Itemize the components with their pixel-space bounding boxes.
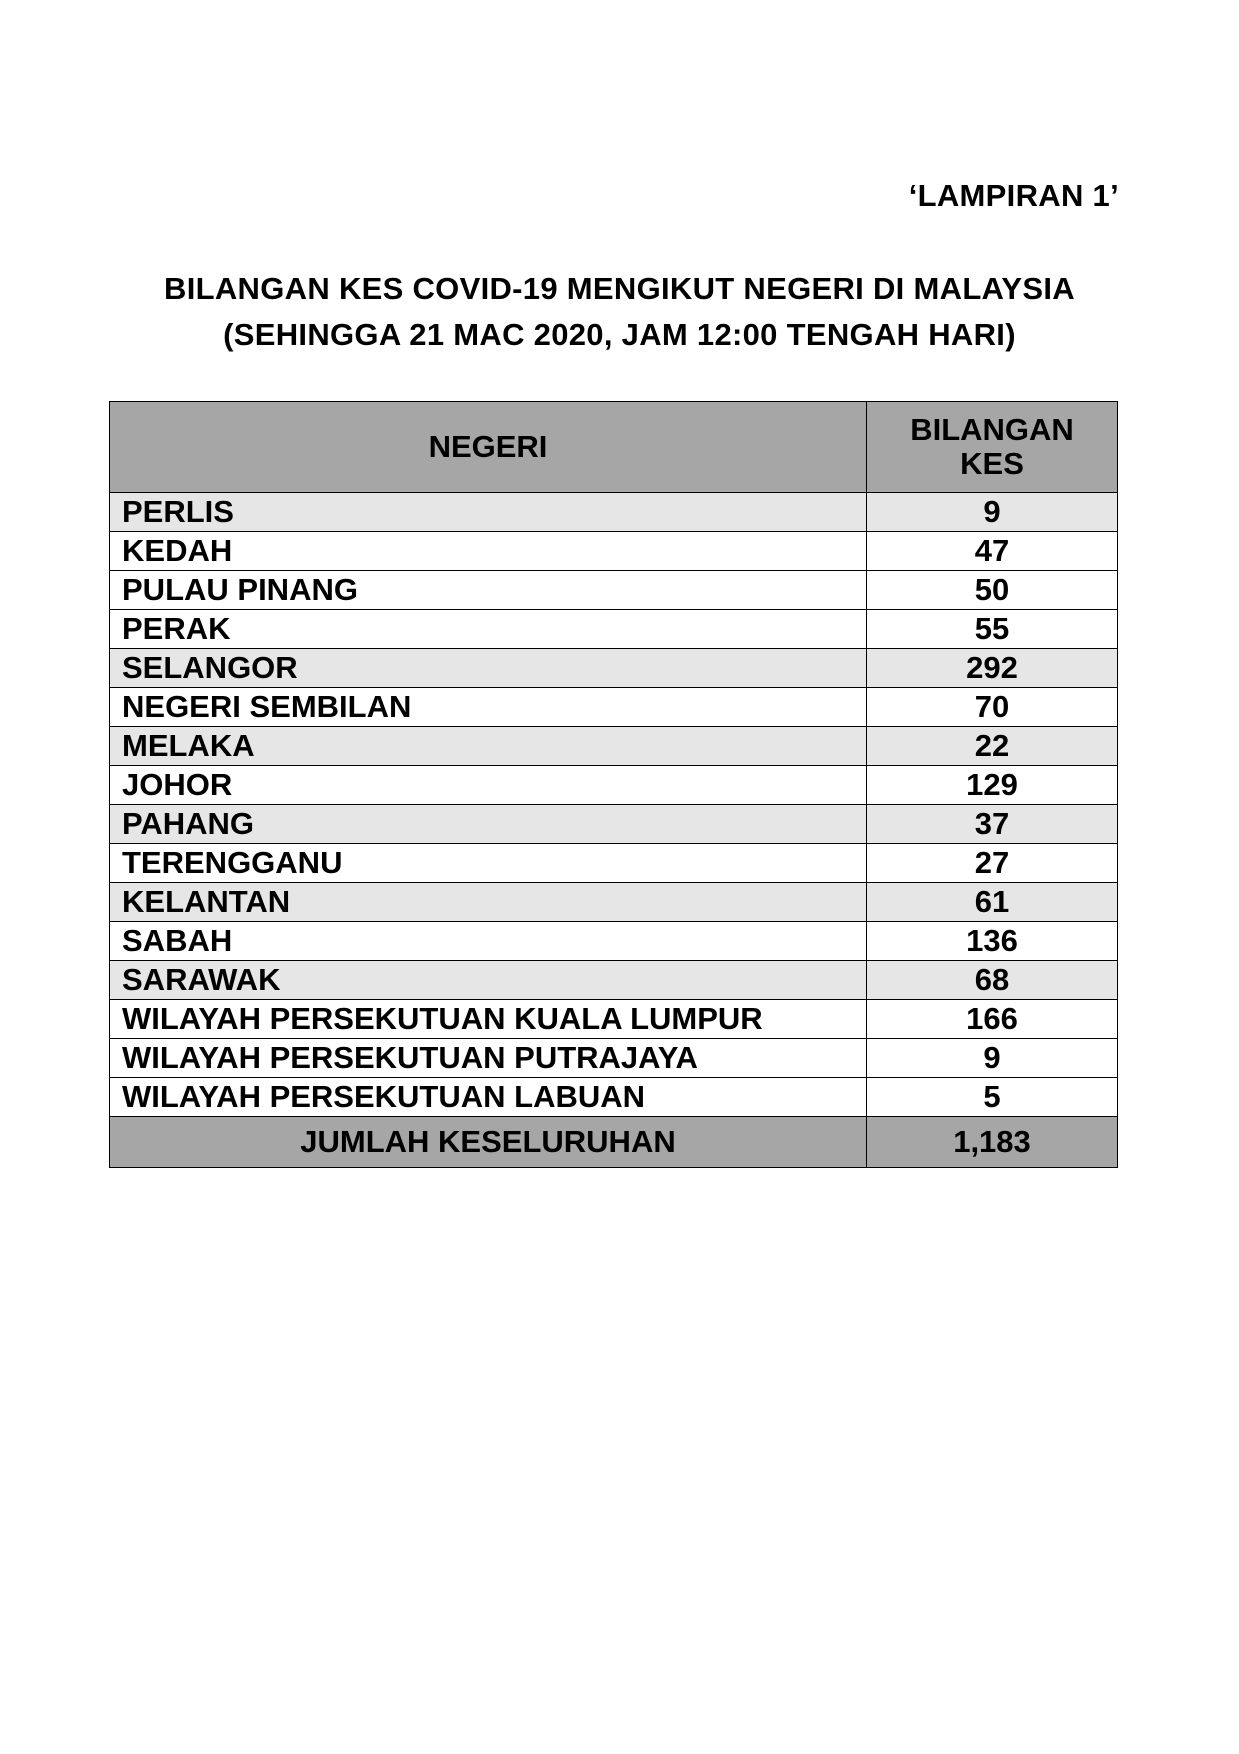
table-row bbox=[110, 922, 1118, 961]
table-row bbox=[110, 1000, 1118, 1039]
state-name: MELAKA bbox=[110, 727, 867, 766]
case-count: 9 bbox=[867, 1039, 1118, 1078]
state-name: JOHOR bbox=[110, 766, 867, 805]
state-name: SABAH bbox=[110, 922, 867, 961]
state-name: PULAU PINANG bbox=[110, 571, 867, 610]
case-count: 68 bbox=[867, 961, 1118, 1000]
state-name: KELANTAN bbox=[110, 883, 867, 922]
state-name: SELANGOR bbox=[110, 649, 867, 688]
table-row bbox=[110, 961, 1118, 1000]
case-count: 166 bbox=[867, 1000, 1118, 1039]
state-name: PERAK bbox=[110, 610, 867, 649]
table-row bbox=[110, 805, 1118, 844]
case-count: 55 bbox=[867, 610, 1118, 649]
table-row bbox=[110, 1078, 1118, 1117]
table-header-row bbox=[110, 402, 1118, 493]
case-count: 22 bbox=[867, 727, 1118, 766]
case-count: 136 bbox=[867, 922, 1118, 961]
state-name: PERLIS bbox=[110, 493, 867, 532]
case-count: 61 bbox=[867, 883, 1118, 922]
document-title bbox=[0, 266, 1239, 358]
case-count: 37 bbox=[867, 805, 1118, 844]
table-row bbox=[110, 610, 1118, 649]
table-row bbox=[110, 493, 1118, 532]
case-count: 27 bbox=[867, 844, 1118, 883]
case-count: 50 bbox=[867, 571, 1118, 610]
header-state: NEGERI bbox=[110, 402, 867, 493]
table-row bbox=[110, 844, 1118, 883]
case-count: 9 bbox=[867, 493, 1118, 532]
header-cases-line-1: BILANGAN bbox=[910, 412, 1074, 447]
state-name: KEDAH bbox=[110, 532, 867, 571]
total-label: JUMLAH KESELURUHAN bbox=[110, 1117, 867, 1168]
table-row bbox=[110, 688, 1118, 727]
case-count: 129 bbox=[867, 766, 1118, 805]
table-row bbox=[110, 883, 1118, 922]
case-count: 5 bbox=[867, 1078, 1118, 1117]
table-row bbox=[110, 571, 1118, 610]
table-row bbox=[110, 1039, 1118, 1078]
table-row bbox=[110, 727, 1118, 766]
case-count: 47 bbox=[867, 532, 1118, 571]
table-row bbox=[110, 766, 1118, 805]
title-line-1: BILANGAN KES COVID-19 MENGIKUT NEGERI DI MALAYSIA bbox=[164, 271, 1075, 306]
state-name: SARAWAK bbox=[110, 961, 867, 1000]
appendix-label: ‘LAMPIRAN 1’ bbox=[908, 178, 1119, 213]
cases-by-state-table bbox=[109, 401, 1118, 1168]
state-name: NEGERI SEMBILAN bbox=[110, 688, 867, 727]
title-line-2: (SEHINGGA 21 MAC 2020, JAM 12:00 TENGAH HARI) bbox=[223, 317, 1016, 352]
table-row bbox=[110, 532, 1118, 571]
total-row bbox=[110, 1117, 1118, 1168]
state-name: WILAYAH PERSEKUTUAN LABUAN bbox=[110, 1078, 867, 1117]
state-name: PAHANG bbox=[110, 805, 867, 844]
case-count: 70 bbox=[867, 688, 1118, 727]
state-name: TERENGGANU bbox=[110, 844, 867, 883]
state-name: WILAYAH PERSEKUTUAN KUALA LUMPUR bbox=[110, 1000, 867, 1039]
case-count: 292 bbox=[867, 649, 1118, 688]
total-value: 1,183 bbox=[867, 1117, 1118, 1168]
header-cases-line-2: KES bbox=[960, 446, 1024, 481]
state-name: WILAYAH PERSEKUTUAN PUTRAJAYA bbox=[110, 1039, 867, 1078]
header-cases bbox=[867, 402, 1118, 493]
table-row bbox=[110, 649, 1118, 688]
